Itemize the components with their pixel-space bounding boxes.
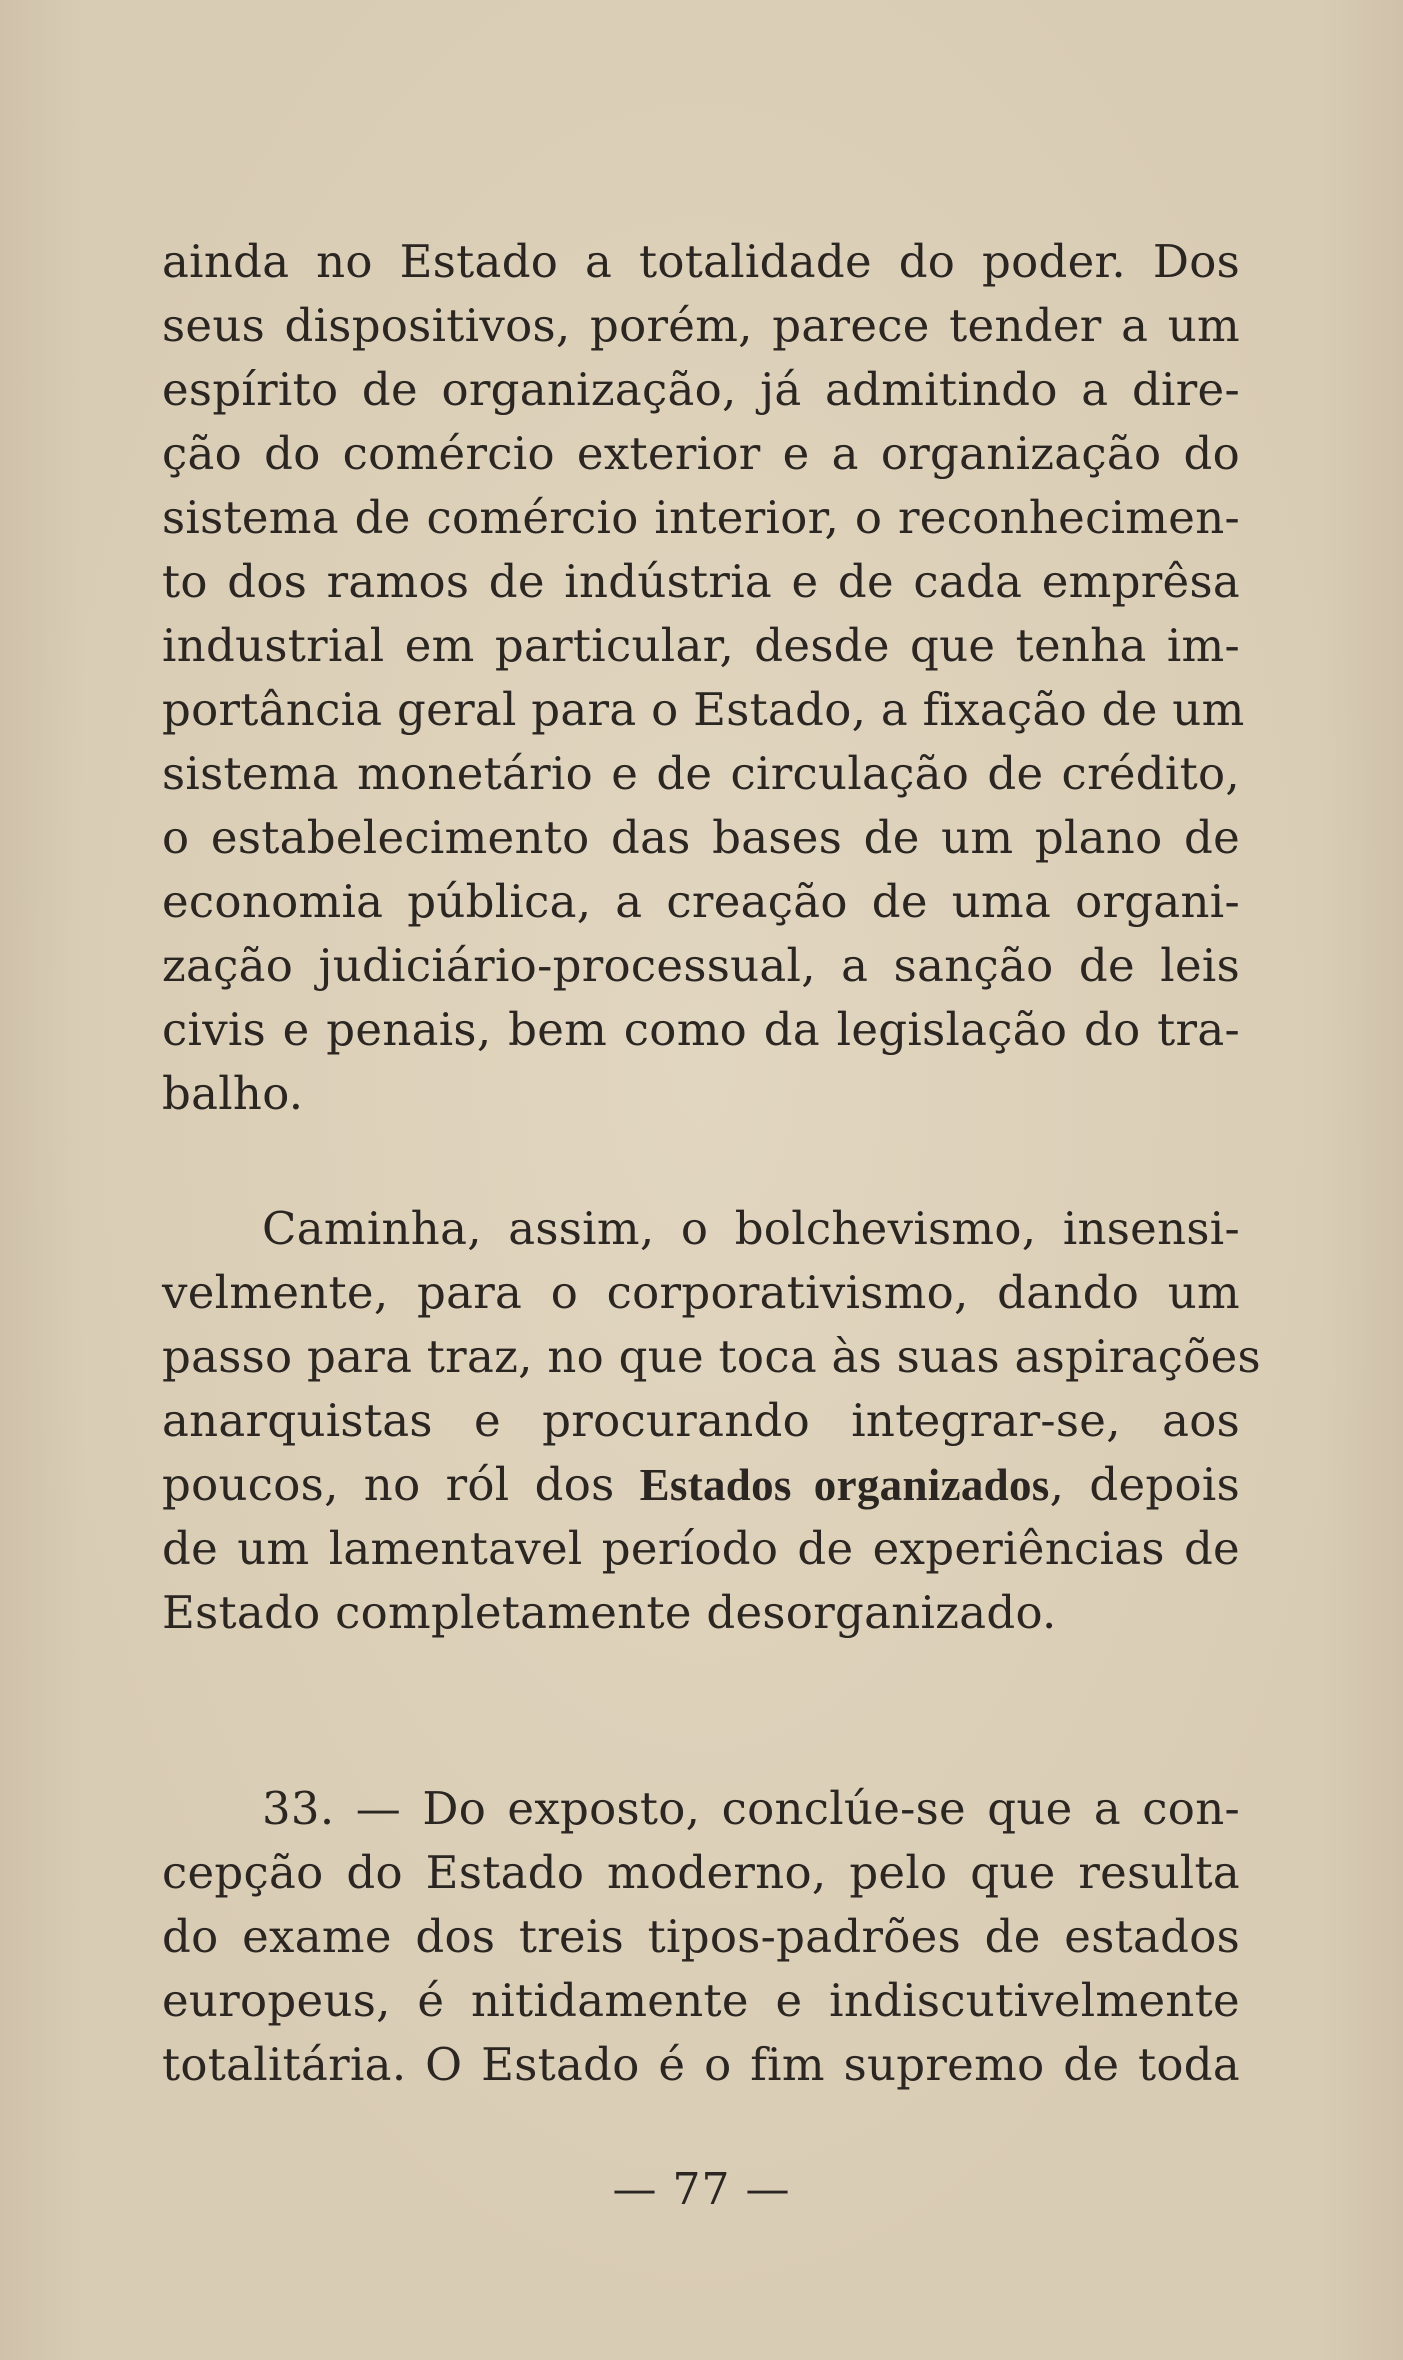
text-line: ainda no Estado a totalidade do poder. Dos — [162, 235, 1240, 288]
text-line: to dos ramos de indústria e de cada emprêsa — [162, 555, 1240, 608]
emphasis-text: Estados organizados — [639, 1460, 1050, 1510]
text-line: seus dispositivos, porém, parece tender a um — [162, 299, 1240, 352]
text-line: do exame dos treis tipos-padrões de estados — [162, 1910, 1240, 1963]
text-segment: , depois — [1049, 1458, 1240, 1511]
text-line: anarquistas e procurando integrar-se, aos — [162, 1394, 1240, 1447]
text-line: Estado completamente desorganizado. — [162, 1586, 1057, 1639]
text-line: cepção do Estado moderno, pelo que resulta — [162, 1846, 1240, 1899]
text-line: de um lamentavel período de experiências de — [162, 1522, 1240, 1575]
text-line: sistema monetário e de circulação de crédito, — [162, 747, 1240, 800]
text-line: europeus, é nitidamente e indiscutivelmente — [162, 1974, 1240, 2027]
text-line: passo para traz, no que toca às suas aspirações — [162, 1330, 1261, 1383]
text-line: economia pública, a creação de uma organi- — [162, 875, 1240, 928]
text-segment: poucos, no ról dos — [162, 1458, 640, 1511]
paragraph-3 — [162, 1777, 1240, 2097]
paragraph-2 — [162, 1197, 1261, 1645]
text-line — [162, 1453, 1240, 1517]
text-line: o estabelecimento das bases de um plano de — [162, 811, 1240, 864]
text-line: sistema de comércio interior, o reconhecimen- — [162, 491, 1240, 544]
page-number: — 77 — — [612, 2164, 791, 2215]
text-line: industrial em particular, desde que tenha im- — [162, 619, 1240, 672]
text-line: balho. — [162, 1067, 304, 1120]
text-line: Caminha, assim, o bolchevismo, insensi- — [262, 1202, 1240, 1255]
text-line: portância geral para o Estado, a fixação de um — [162, 683, 1245, 736]
text-line: espírito de organização, já admitindo a dire- — [162, 363, 1240, 416]
text-line: velmente, para o corporativismo, dando um — [162, 1266, 1240, 1319]
text-line: civis e penais, bem como da legislação do tra- — [162, 1003, 1240, 1056]
text-line: ção do comércio exterior e a organização do — [162, 427, 1240, 480]
paragraph-1 — [162, 230, 1245, 1126]
text-line: totalitária. O Estado é o fim supremo de toda — [162, 2038, 1240, 2091]
text-line: 33. — Do exposto, conclúe-se que a con- — [262, 1782, 1240, 1835]
text-line: zação judiciário-processual, a sanção de leis — [162, 939, 1240, 992]
